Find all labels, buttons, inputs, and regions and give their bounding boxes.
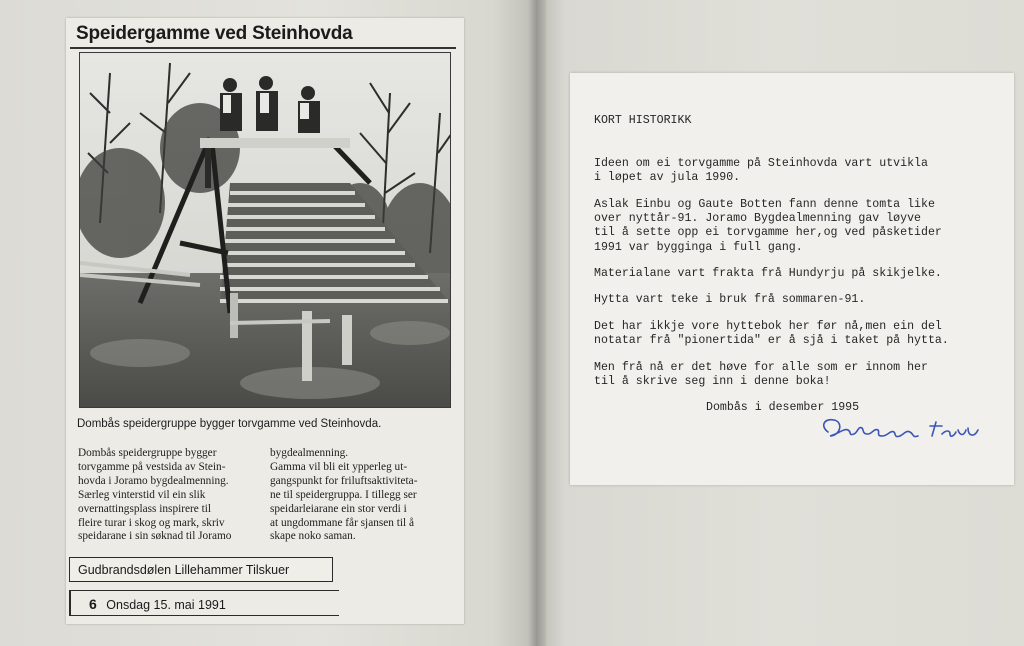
note-paragraph-1: Ideen om ei torvgamme på Steinhovda vart utvikla i løpet av jula 1990. — [594, 157, 928, 185]
note-paragraph-6: Men frå nå er det høve for alle som er innom her til å skrive seg inn i denne boka! — [594, 361, 928, 389]
article-text-1: Dombås speidergruppe bygger torvgamme på vestsida av Stein- hovda i Joramo bygdealmenning. Særleg vinterstid vil ein slik overnattingsplass inspirere til fleire turar i skog og mark, skriv speidarane i sin søknad til Joramo — [78, 447, 232, 543]
note-title: KORT HISTORIKK — [594, 114, 692, 127]
note-paragraph-2: Aslak Einbu og Gaute Botten fann denne tomta like over nyttår-91. Joramo Bygdealmenning gav løyve til å sette opp ei torvgamme her,og ved påsketider 1991 var bygginga i full gang. — [594, 198, 942, 254]
cabin-construction-photo — [79, 52, 451, 408]
page-number: 6 — [89, 596, 97, 612]
handwritten-signature — [818, 412, 988, 446]
book-spine — [528, 0, 546, 646]
photo-caption: Dombås speidergruppe bygger torvgamme ved Steinhovda. — [77, 418, 382, 430]
article-column-1 — [78, 447, 265, 544]
photo-illustration — [80, 53, 451, 408]
note-paragraph-4: Hytta vart teke i bruk frå sommaren-91. — [594, 293, 866, 306]
headline-rule — [70, 47, 456, 49]
newspaper-date-line — [69, 590, 339, 616]
publication-date: Onsdag 15. mai 1991 — [106, 598, 226, 612]
clipping-headline: Speidergamme ved Steinhovda — [76, 23, 353, 44]
note-paragraph-5: Det har ikkje vore hyttebok her før nå,men ein del notatar frå "pionertida" er å sjå i taket på hytta. — [594, 320, 949, 348]
note-paragraph-3: Materialane vart frakta frå Hundyrju på skikjelke. — [594, 267, 942, 280]
article-text-2: bygdealmenning. Gamma vil bli eit ypperleg ut- gangspunkt for friluftsaktivitetа- ne til speidergruppa. I tillegg ser speidarleiarane ein stor verdi i at ungdommane får sjansen til å skape noko saman. — [270, 447, 418, 543]
article-column-2 — [270, 447, 457, 544]
newspaper-source: Gudbrandsdølen Lillehammer Tilskuer — [69, 557, 333, 582]
note-closing: Dombås i desember 1995 — [706, 401, 860, 414]
